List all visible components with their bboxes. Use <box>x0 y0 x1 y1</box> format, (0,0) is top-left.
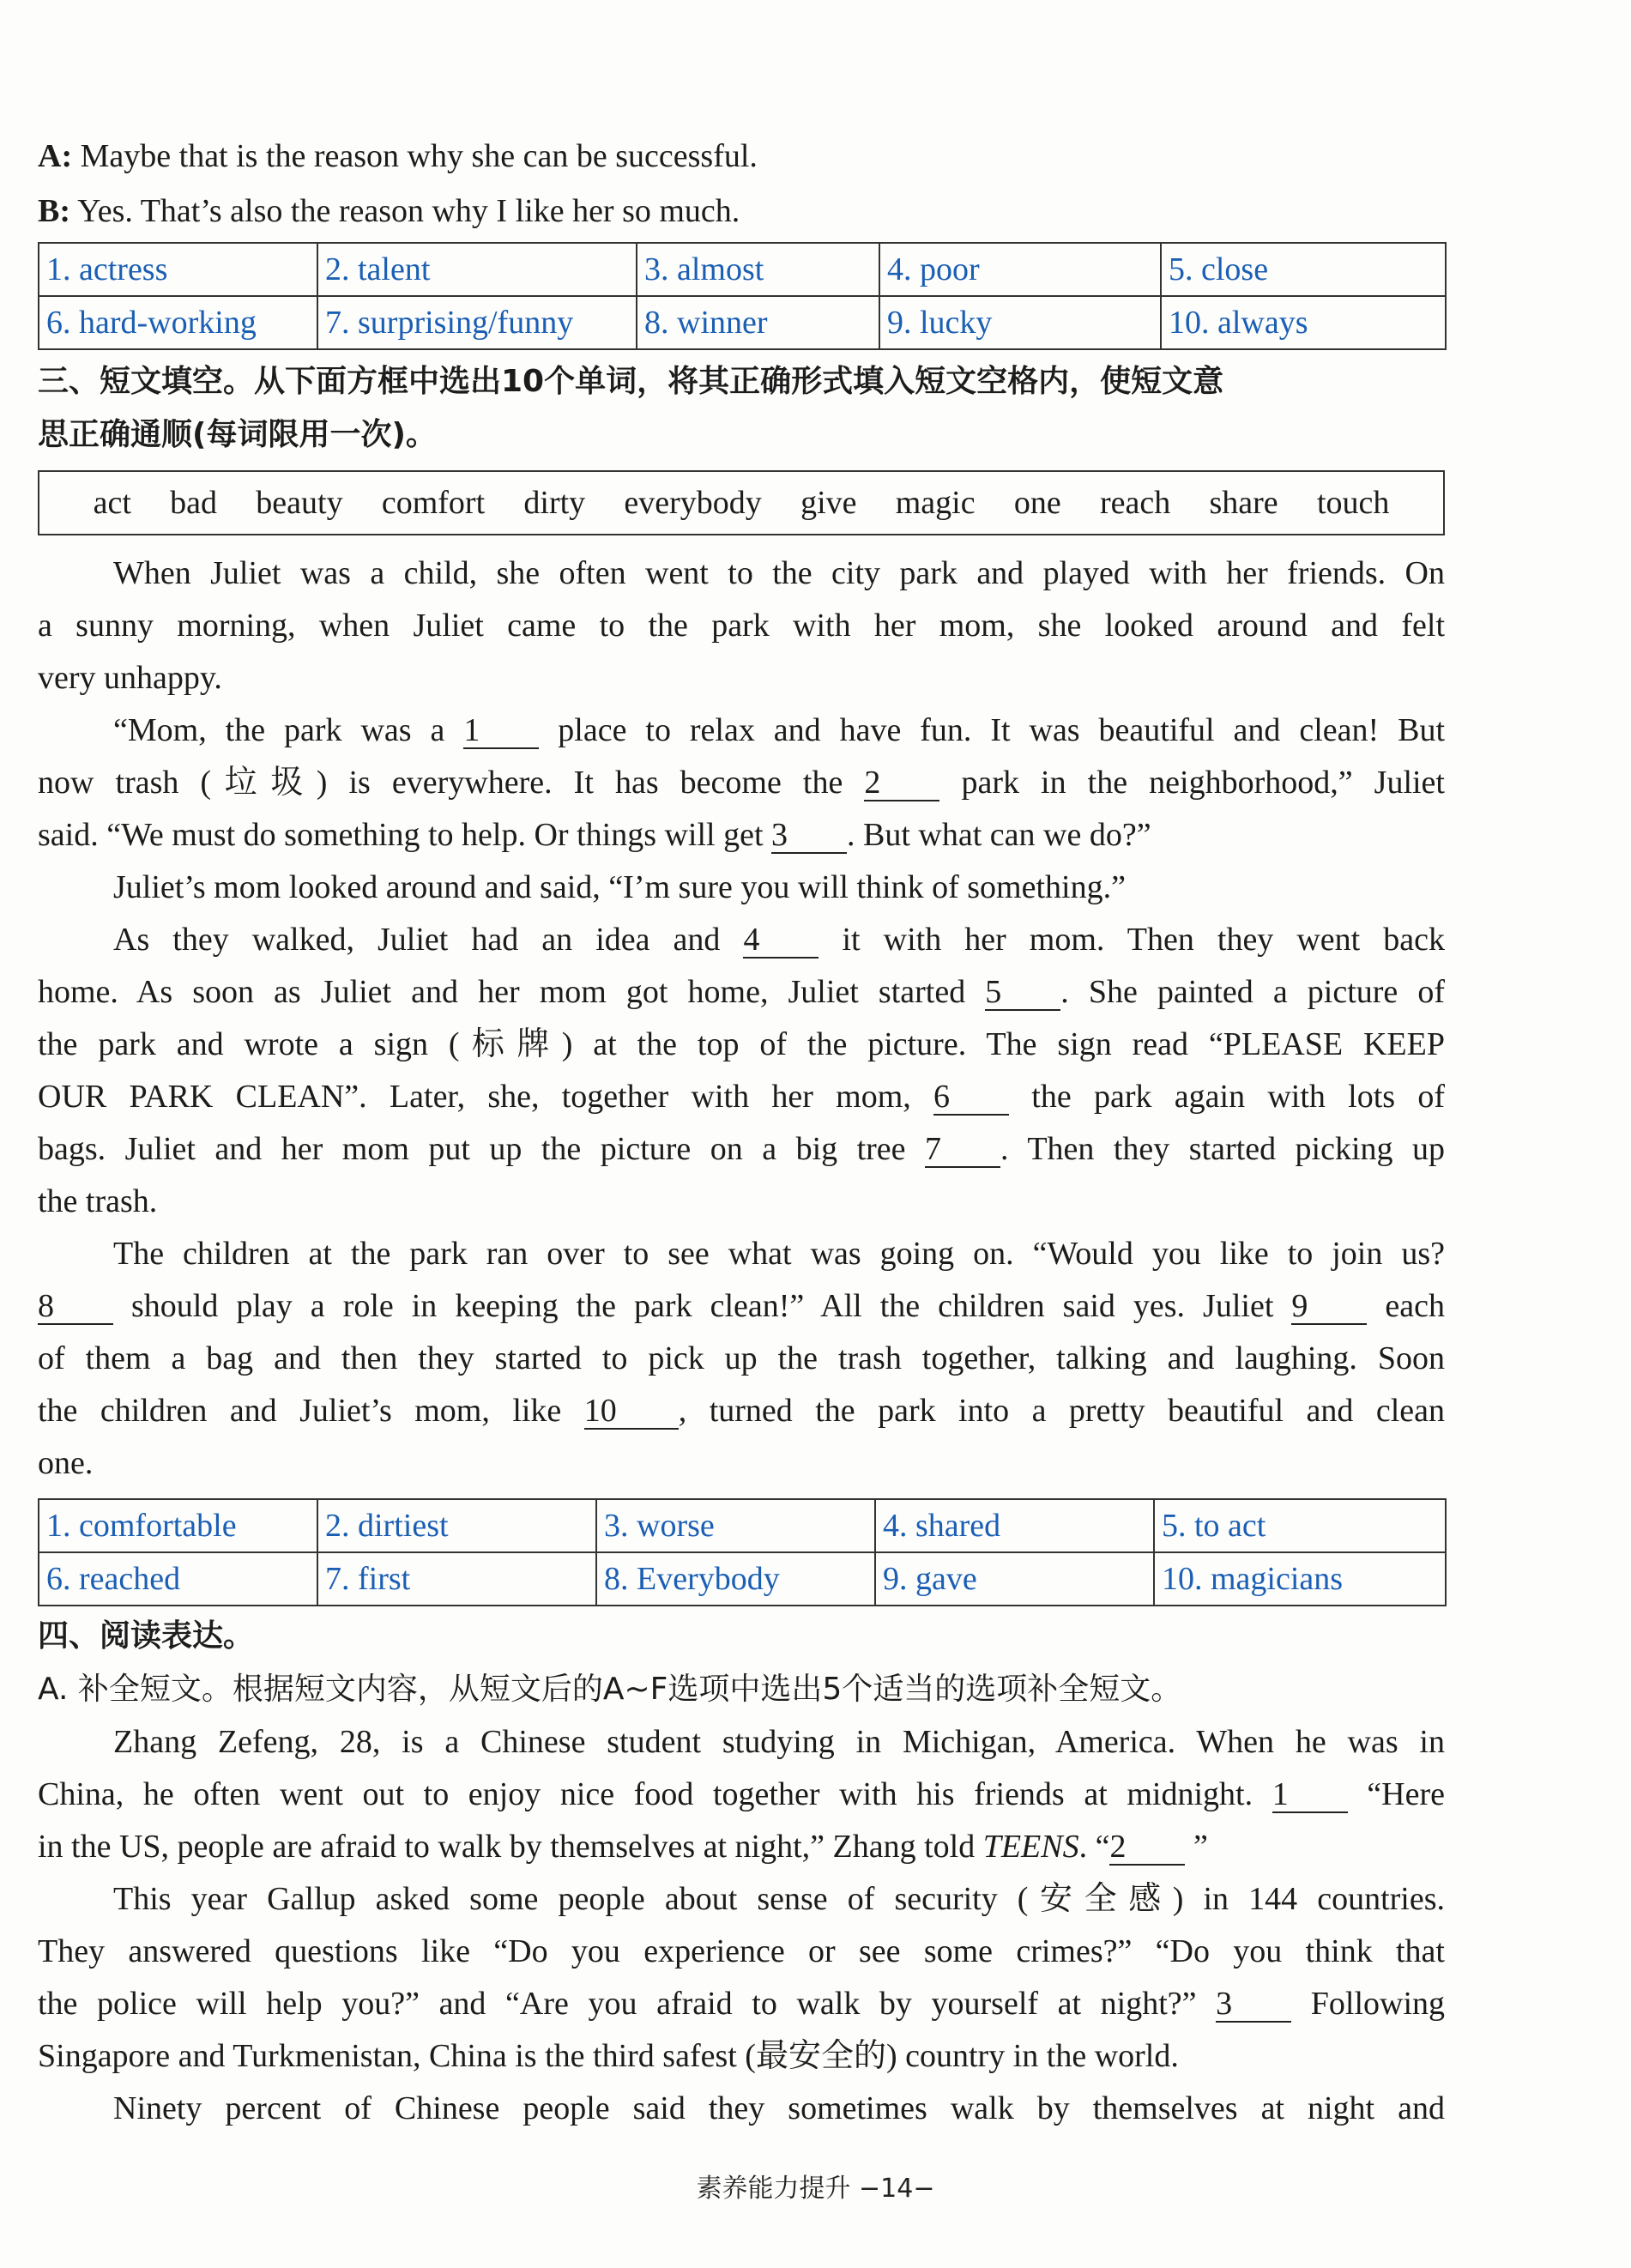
s3-p4-line2 <box>38 966 1445 1019</box>
text-span: bags. Juliet and her mom put up the picture on a big tree <box>38 1131 926 1167</box>
answer-cell: 1. actress <box>39 243 317 296</box>
s3-p5-line3: of them a bag and then they started to pick up the trash together, talking and laughing. Soon <box>38 1340 1445 1376</box>
answer-cell: 6. hard-working <box>39 296 317 349</box>
text-span: now trash (垃圾) is everywhere. It has become the <box>38 765 865 801</box>
dialogue-line-b <box>38 184 1445 239</box>
dialogue-line-a <box>38 129 1445 184</box>
text-span: in the US, people are afraid to walk by themselves at night,” Zhang told <box>38 1829 983 1865</box>
answer-cell: 3. worse <box>596 1499 875 1552</box>
answer-cell: 8. Everybody <box>596 1552 875 1606</box>
italic-title: TEENS <box>982 1829 1079 1865</box>
blank-6: 6 <box>933 1080 1009 1116</box>
blank-1: 1 <box>463 713 539 749</box>
answer-table-1 <box>38 242 1447 350</box>
word-bank-item: magic <box>895 485 976 521</box>
text-span: home. As soon as Juliet and her mom got home, Juliet started <box>38 974 986 1010</box>
text-span: each <box>1367 1288 1445 1324</box>
word-bank-item: reach <box>1099 485 1171 521</box>
word-bank-item: everybody <box>624 485 762 521</box>
text-span: the police will help you?” and “Are you afraid to walk by yourself at night?” <box>38 1986 1217 2022</box>
answer-cell: 3. almost <box>637 243 879 296</box>
s3-p5-line2 <box>38 1280 1445 1333</box>
blank-9: 9 <box>1291 1289 1367 1325</box>
s4-p2-line3 <box>38 1978 1445 2030</box>
blank-10: 10 <box>584 1394 679 1430</box>
dialogue-text-b: Yes. That’s also the reason why I like her so much. <box>70 193 740 229</box>
text-span: the park again with lots of <box>1009 1079 1445 1115</box>
answer-cell: 8. winner <box>637 296 879 349</box>
blank-s4-3: 3 <box>1216 1987 1291 2023</box>
s3-p2-line2 <box>38 757 1445 809</box>
text-span: it with her mom. Then they went back <box>819 922 1445 958</box>
answer-cell: 7. first <box>317 1552 596 1606</box>
answer-cell: 4. shared <box>875 1499 1154 1552</box>
table-row <box>39 296 1446 349</box>
speaker-b: B: <box>38 193 70 229</box>
section3-heading-line1: 三、短文填空。从下面方框中选出10个单词，将其正确形式填入短文空格内，使短文意 <box>38 364 1224 399</box>
answer-cell: 9. gave <box>875 1552 1154 1606</box>
s4-p2-line4: Singapore and Turkmenistan, China is the third safest (最安全的) country in the world. <box>38 2038 1179 2074</box>
text-span: , turned the park into a pretty beautiful and clean <box>678 1393 1445 1429</box>
answer-cell: 10. magicians <box>1154 1552 1446 1606</box>
word-bank <box>38 470 1445 535</box>
answer-cell: 4. poor <box>879 243 1161 296</box>
answer-cell: 9. lucky <box>879 296 1161 349</box>
answer-cell: 6. reached <box>39 1552 317 1606</box>
word-bank-item: act <box>93 485 131 521</box>
text-span: China, he often went out to enjoy nice food together with his friends at midnight. <box>38 1776 1272 1812</box>
answer-cell: 2. talent <box>317 243 637 296</box>
s3-p1-line1: When Juliet was a child, she often went to the city park and played with her friends. On <box>113 555 1445 591</box>
table-row <box>39 1499 1446 1552</box>
blank-s4-2: 2 <box>1109 1830 1185 1866</box>
answer-cell: 2. dirtiest <box>317 1499 596 1552</box>
s3-p2-line1 <box>38 705 1445 757</box>
answer-cell: 1. comfortable <box>39 1499 317 1552</box>
word-bank-item: one <box>1013 485 1061 521</box>
text-span: OUR PARK CLEAN”. Later, she, together with her mom, <box>38 1079 934 1115</box>
text-span: As they walked, Juliet had an idea and <box>113 922 744 958</box>
text-span: “Here <box>1347 1776 1445 1812</box>
s3-p3-line1: Juliet’s mom looked around and said, “I’m sure you will think of something.” <box>113 869 1126 905</box>
s3-p1-line2: a sunny morning, when Juliet came to the park with her mom, she looked around and felt <box>38 608 1445 644</box>
s3-p5-line1: The children at the park ran over to see what was going on. “Would you like to join us? <box>113 1236 1445 1272</box>
s4-p1-line2 <box>38 1769 1445 1821</box>
word-bank-item: touch <box>1316 485 1390 521</box>
answer-cell: 5. to act <box>1154 1499 1446 1552</box>
table-row <box>39 1552 1446 1606</box>
s3-p4-line6: the trash. <box>38 1183 158 1219</box>
page-content <box>38 129 1445 2135</box>
word-bank-item: comfort <box>381 485 486 521</box>
s3-p2-line3 <box>38 809 1445 862</box>
section4-subheading: A. 补全短文。根据短文内容，从短文后的A~F选项中选出5个适当的选项补全短文。 <box>38 1672 1182 1707</box>
s3-p4-line1 <box>38 914 1445 966</box>
blank-5: 5 <box>985 975 1060 1011</box>
section4-heading: 四、阅读表达。 <box>38 1618 255 1654</box>
blank-7: 7 <box>925 1132 1000 1168</box>
text-span: park in the neighborhood,” Juliet <box>939 765 1445 801</box>
s4-p3-line1: Ninety percent of Chinese people said they sometimes walk by themselves at night and <box>113 2090 1445 2126</box>
s3-p4-line5 <box>38 1123 1445 1176</box>
s4-p1-line3 <box>38 1821 1445 1873</box>
s3-p1-line3: very unhappy. <box>38 660 222 696</box>
text-span: . Then they started picking up <box>1000 1131 1445 1167</box>
s3-p5-line5: one. <box>38 1445 94 1481</box>
table-row <box>39 243 1446 296</box>
text-span: Following <box>1291 1986 1445 2022</box>
blank-8: 8 <box>38 1289 113 1325</box>
word-bank-item: give <box>800 485 857 521</box>
text-span: . But what can we do?” <box>847 817 1151 853</box>
blank-4: 4 <box>743 922 819 959</box>
answer-cell: 5. close <box>1161 243 1446 296</box>
page-footer: 素养能力提升 −14− <box>696 2174 935 2204</box>
blank-3: 3 <box>771 818 847 854</box>
text-span: “Mom, the park was a <box>113 712 464 748</box>
s4-p2-line2: They answered questions like “Do you experience or see some crimes?” “Do you think that <box>38 1933 1445 1969</box>
dialogue-text-a: Maybe that is the reason why she can be successful. <box>72 138 758 174</box>
blank-2: 2 <box>864 765 939 801</box>
speaker-a: A: <box>38 138 73 174</box>
text-span: ” <box>1185 1829 1208 1865</box>
text-span: the children and Juliet’s mom, like <box>38 1393 584 1429</box>
answer-table-2 <box>38 1498 1447 1606</box>
word-bank-item: beauty <box>256 485 343 521</box>
text-span: said. “We must do something to help. Or things will get <box>38 817 772 853</box>
text-span: should play a role in keeping the park clean!” All the children said yes. Juliet <box>113 1288 1292 1324</box>
section3-heading-line2: 思正确通顺(每词限用一次)。 <box>38 417 437 452</box>
blank-s4-1: 1 <box>1272 1777 1348 1813</box>
s4-p2-line1: This year Gallup asked some people about sense of security (安全感) in 144 countries. <box>113 1881 1445 1917</box>
answer-cell: 10. always <box>1161 296 1446 349</box>
text-span: . “ <box>1078 1829 1110 1865</box>
text-span: . She painted a picture of <box>1060 974 1446 1010</box>
s3-p4-line4 <box>38 1071 1445 1123</box>
s3-p4-line3: the park and wrote a sign (标牌) at the top of the picture. The sign read “PLEASE KEEP <box>38 1026 1445 1062</box>
word-bank-item: bad <box>170 485 218 521</box>
text-span: place to relax and have fun. It was beautiful and clean! But <box>539 712 1446 748</box>
s3-p5-line4 <box>38 1385 1445 1437</box>
word-bank-item: dirty <box>523 485 586 521</box>
answer-cell: 7. surprising/funny <box>317 296 637 349</box>
word-bank-item: share <box>1209 485 1278 521</box>
s4-p1-line1: Zhang Zefeng, 28, is a Chinese student studying in Michigan, America. When he was in <box>113 1724 1445 1760</box>
